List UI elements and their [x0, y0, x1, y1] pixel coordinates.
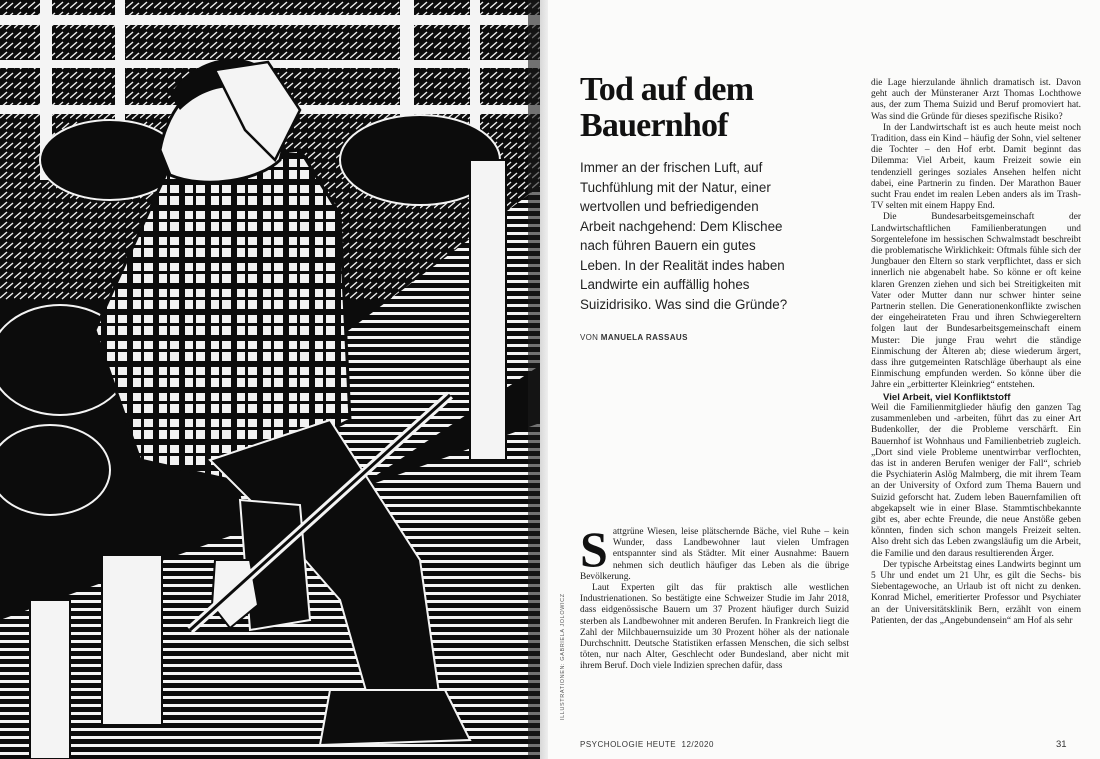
magazine-name: PSYCHOLOGIE HEUTE [580, 740, 677, 749]
paragraph-3: die Lage hierzulande ähnlich dramatisch ist. Davon geht auch der Münsteraner Arzt Thomas Lochthowe aus, der zum Thema Suizid und Beruf promoviert hat. Was sind die Gründe für dieses spezifische Risiko? [871, 78, 1081, 122]
paragraph-2: Laut Experten gilt das für praktisch alle westlichen Industrienationen. So bestätigte eine Schweizer Studie im Jahr 2018, dass eidgenössische Bauern um 37 Prozent häufiger durch Suizid sterben als Landbewohner mit anderen Berufen. In Frankreich liegt die Zahl der Milchbauernsuizide um 30 Prozent höher als der nationale Durchschnitt. Deutsche Statistiken erfassen Menschen, die sich selbst töten, nur nach Alter, Geschlecht oder Bundesland, aber nicht mit ihrem Beruf. Doch viele Indizien sprechen dafür, dass [580, 583, 849, 672]
paragraph-7: Der typische Arbeitstag eines Landwirts beginnt um 5 Uhr und endet um 21 Uhr, es gilt die Sechs- bis Siebentagewoche, an Urlaub ist oft nicht zu denken. Konrad Michel, emeritierter Professor und Psychiater an der Universitätsklinik Bern, erzählt von einem Patienten, der das „Angebundensein“ am Hof als sehr [871, 559, 1081, 626]
paragraph-4: In der Landwirtschaft ist es auch heute meist noch Tradition, dass ein Kind – häufig der Sohn, viel seltener die Tochter – den Hof erbt. Damit beginnt das Dilemma: Viel Arbeit, kaum Freizeit sowie ein tendenziell geringes soziales Ansehen helfen nicht dabei, eine Partnerin zu finden. Der Marathon Bauer sucht Frau endet im realen Leben anders als im Trash-TV selten mit einem Happy End. [871, 122, 1081, 212]
illustration-page [0, 0, 548, 759]
title-line-2: Bauernhof [580, 107, 728, 144]
author-name: MANUELA RASSAUS [600, 333, 688, 342]
text-column-right [871, 78, 1081, 627]
byline-prefix: VON [580, 333, 599, 342]
page-number: 31 [1056, 739, 1067, 750]
illustration-credit: ILLUSTRATIONEN: GABRIELA JOLOWICZ [560, 593, 566, 720]
article-teaser: Immer an der frischen Luft, auf Tuchfühlung mit der Natur, einer wertvollen und befriedigenden Arbeit nachgehend: Dem Klischee nach führen Bauern ein gutes Leben. In der Realität indes haben Landwirte ein auffällig hohes Suizidrisiko. Was sind die Gründe? [580, 160, 788, 312]
running-footer [580, 740, 714, 749]
drop-cap: S [580, 521, 608, 577]
article-title [580, 72, 840, 144]
title-line-1: Tod auf dem [580, 71, 754, 108]
text-column-left [580, 521, 849, 673]
paragraph-1-text: attgrüne Wiesen, leise plätschernde Bäche, viel Ruhe – kein Wunder, dass Landbewohner laut vielen Umfragen entspannter sind als Städter. Mit einer Ausnahme: Bauern nehmen sich deutlich häufiger das Leben als die übrige Bevölkerung. [580, 527, 849, 582]
paragraph-1 [580, 521, 849, 583]
byline [580, 333, 688, 342]
farmer-illustration [0, 0, 548, 759]
issue-number: 12/2020 [681, 740, 714, 749]
paragraph-5: Die Bundesarbeitsgemeinschaft der Landwirtschaftlichen Familienberatungen und Sorgentelefone im hessischen Schwalmstadt beschreibt die problematische Wirklichkeit: Oftmals fühle sich der Jungbauer den Eltern so stark verpflichtet, dass er sich innerlich nie abgenabelt habe. So könne er oft keine klaren Grenzen ziehen und sich bei Streitigkeiten mit Vater oder Mutter dann nur schwer hinter seine Partnerin stellen. Die Generationenkonflikte zwischen der eingeheirateten Frau und ihren Schwiegereltern folgen laut der Bundesarbeitsgemeinschaft einem Muster: Die junge Frau wehrt die ständige Einmischung der Älteren ab; diese wiederum ärgert, dass ihre gutgemeinten Ratschläge überhaupt als eine Einmischung empfunden werden. So könne über die Jahre ein „erbitterter Kleinkrieg“ entstehen. [871, 212, 1081, 391]
section-subhead: Viel Arbeit, viel Konfliktstoff [883, 391, 1011, 403]
paragraph-6: Weil die Familienmitglieder häufig den ganzen Tag zusammenleben und -arbeiten, führt das zu einer Art Budenkoller, der die Probleme verschärft. Ein Bauernhof ist Wohnhaus und Familienbetrieb zugleich. „Dort sind viele Probleme unentwirrbar verflochten, das ist in anderen Berufen weniger der Fall“, schrieb die Psychiaterin Aslög Malmberg, die mit ihrem Team an der University of Oxford zum Thema Bauern und Suizid geforscht hat. Zudem leben Bauernfamilien oft abgekapselt wie in einer Blase. Stammtischbekannte gibt es, aber echte Freunde, die neue Anstöße geben könnten, finden sich schon mangels Freizeit selten. Also dreht sich das Leben zwangsläufig um die Arbeit, die Familie und den daraus resultierenden Ärger. [871, 402, 1081, 559]
